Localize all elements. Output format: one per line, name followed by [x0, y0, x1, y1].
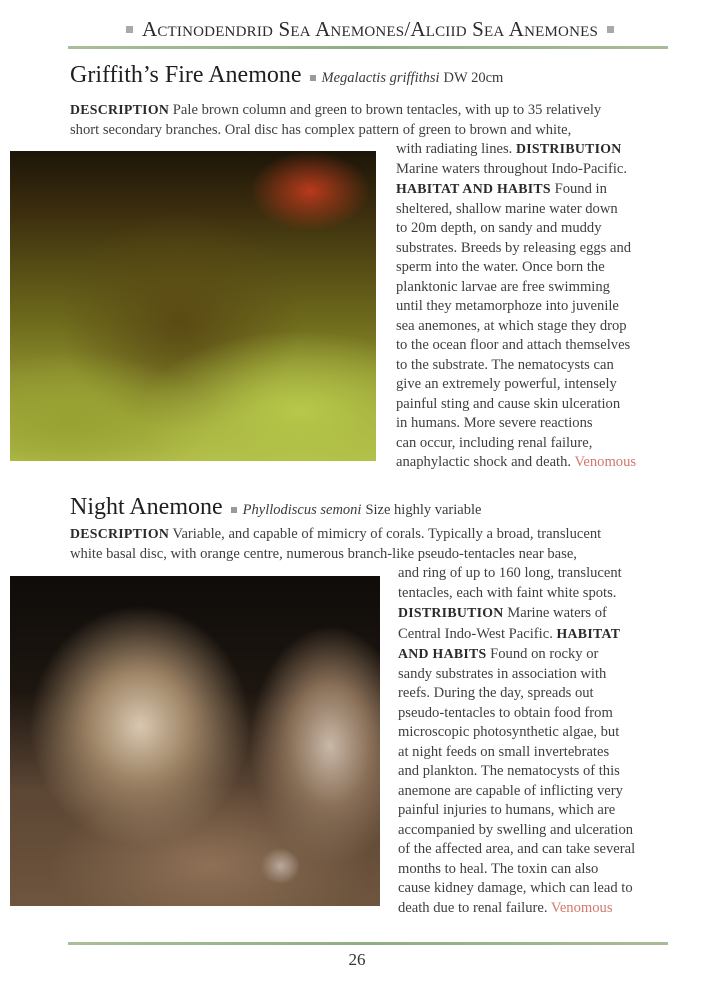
griffiths-fire-anemone-photo	[10, 151, 376, 461]
header-title: Actinodendrid Sea Anemones/Alciid Sea Anemones	[141, 16, 599, 41]
entry-title-griffiths	[70, 62, 503, 89]
running-header	[70, 14, 670, 44]
label-description: DESCRIPTION	[70, 526, 170, 541]
scientific-name: Phyllodiscus semoni	[242, 502, 362, 518]
footer-rule	[68, 942, 668, 945]
entry-title-night-anemone	[70, 494, 481, 521]
header-rule	[68, 46, 668, 49]
venomous-badge: Venomous	[574, 454, 637, 470]
scientific-name: Megalactis griffithsi	[321, 70, 440, 86]
common-name: Night Anemone	[70, 494, 223, 520]
page-number: 26	[348, 950, 366, 969]
common-name: Griffith’s Fire Anemone	[70, 62, 302, 88]
description-side-column: and ring of up to 160 long, translucent tentacles, each with faint white spots. DISTRIBUTION Marine waters of Central Indo-West Pacific. HABITAT AND HABITS Found on rocky or sandy substrates in association with reefs. During the day, spreads out pseudo-tentacles to obtain food from microscopic photosynthetic algae, but at night feeds on small invertebrates and plankton. The nematocysts of this anemone are capable of inflicting very painful injuries to humans, which are accompanied by swelling and ulceration of the affected area, and can take several months to heal. The toxin can also cause kidney damage, which can lead to death due to renal failure. Venomous	[398, 565, 636, 916]
square-bullet-icon	[310, 75, 316, 81]
label-description: DESCRIPTION	[70, 102, 170, 117]
description-side-column: with radiating lines. DISTRIBUTION Marine waters throughout Indo-Pacific. HABITAT AND HABITS Found in sheltered, shallow marine water down to 20m depth, on sandy and muddy substrates. Breeds by releasing eggs and sperm into the water. Once born the planktonic larvae are free swimming until they metamorphoze into juvenile sea anemones, at which stage they drop to the ocean floor and attach themselves to the substrate. The nematocysts can give an extremely powerful, intensely painful sting and cause skin ulceration in humans. More severe reactions can occur, including renal failure, anaphylactic shock and death. Venomous	[396, 141, 637, 470]
description-full-width: DESCRIPTION Variable, and capable of mimicry of corals. Typically a broad, translucent white basal disc, with orange centre, numerous branch-like pseudo-tentacles near base,	[70, 526, 602, 562]
label-habitat: HABITAT AND HABITS	[396, 181, 551, 196]
size-info: Size highly variable	[365, 502, 482, 518]
label-distribution: DISTRIBUTION	[398, 605, 504, 620]
label-habitat: HABITAT	[556, 625, 621, 641]
description-full-width: DESCRIPTION Pale brown column and green to brown tentacles, with up to 35 relatively short secondary branches. Oral disc has complex pattern of green to brown and white,	[70, 102, 602, 138]
square-bullet-icon	[607, 26, 614, 33]
label-distribution: DISTRIBUTION	[515, 141, 622, 156]
night-anemone-photo	[10, 576, 380, 906]
square-bullet-icon	[126, 26, 133, 33]
venomous-badge: Venomous	[550, 899, 613, 916]
size-info: DW 20cm	[443, 70, 504, 86]
square-bullet-icon	[231, 507, 237, 513]
